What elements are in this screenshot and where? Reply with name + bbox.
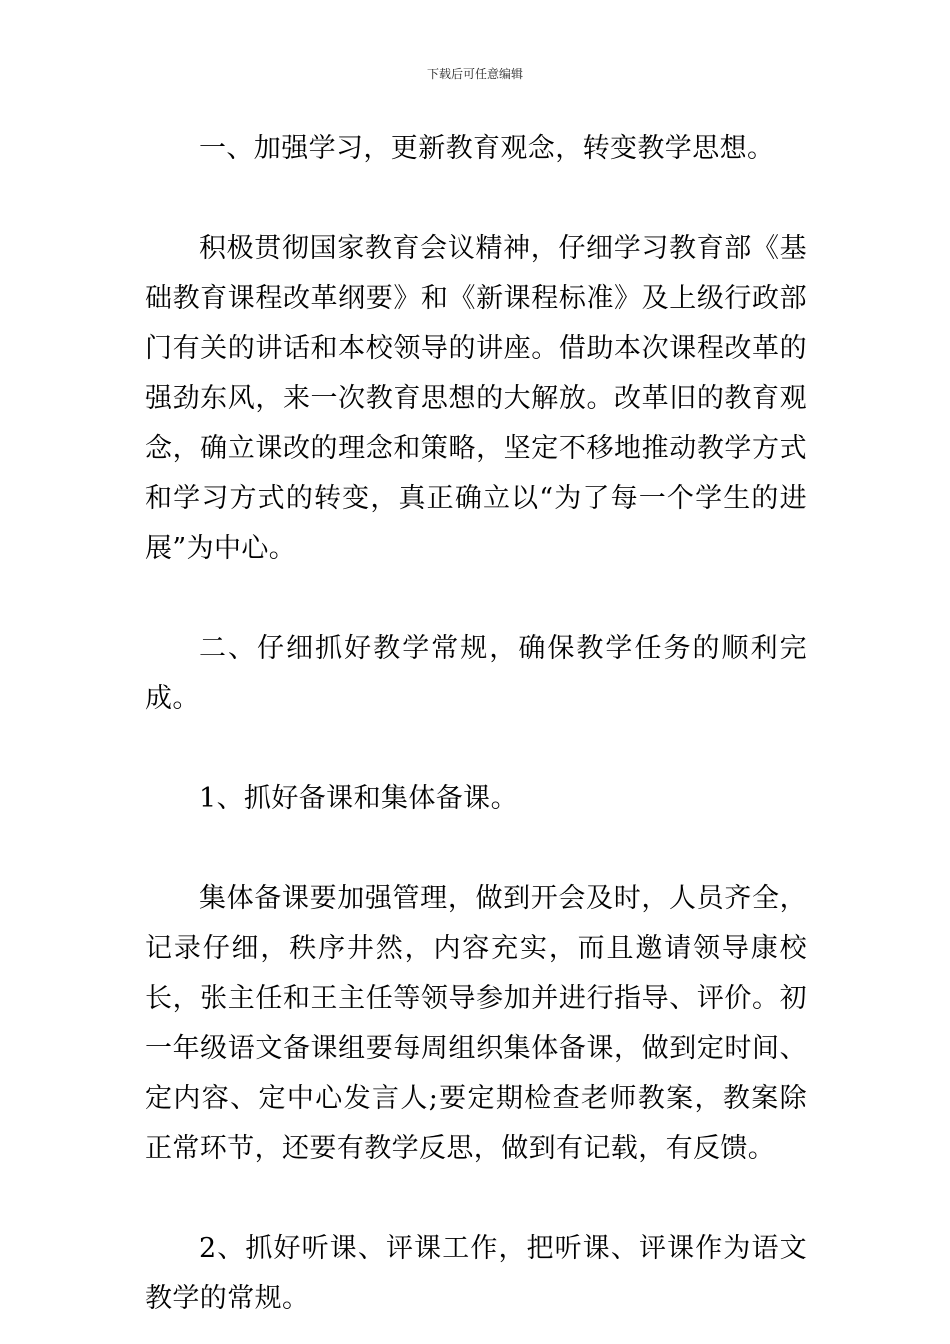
section-heading-2: 二、仔细抓好教学常规，确保教学任务的顺利完成。	[145, 633, 807, 714]
header-note: 下载后可任意编辑	[426, 67, 523, 81]
subheading-2: 2、抓好听课、评课工作，把听课、评课作为语文教学的常规。	[145, 1233, 807, 1314]
document-body	[145, 124, 807, 1324]
body-paragraph-1: 积极贯彻国家教育会议精神，仔细学习教育部《基础教育课程改革纲要》和《新课程标准》及上级行政部门有关的讲话和本校领导的讲座。借助本次课程改革的强劲东风，来一次教育思想的大解放。改革旧的教育观念，确立课改的理念和策略，坚定不移地推动教学方式和学习方式的转变，真正确立以“为了每一个学生的进展”为中心。	[145, 233, 807, 564]
body-paragraph-2: 集体备课要加强管理，做到开会及时，人员齐全，记录仔细，秩序井然，内容充实，而且邀请领导康校长，张主任和王主任等领导参加并进行指导、评价。初一年级语文备课组要每周组织集体备课，做到定时间、定内容、定中心发言人;要定期检查老师教案，教案除正常环节，还要有教学反思，做到有记载，有反馈。	[145, 883, 807, 1164]
subheading-1: 1、抓好备课和集体备课。	[199, 783, 518, 814]
section-heading-1: 一、加强学习，更新教育观念，转变教学思想。	[199, 133, 775, 164]
